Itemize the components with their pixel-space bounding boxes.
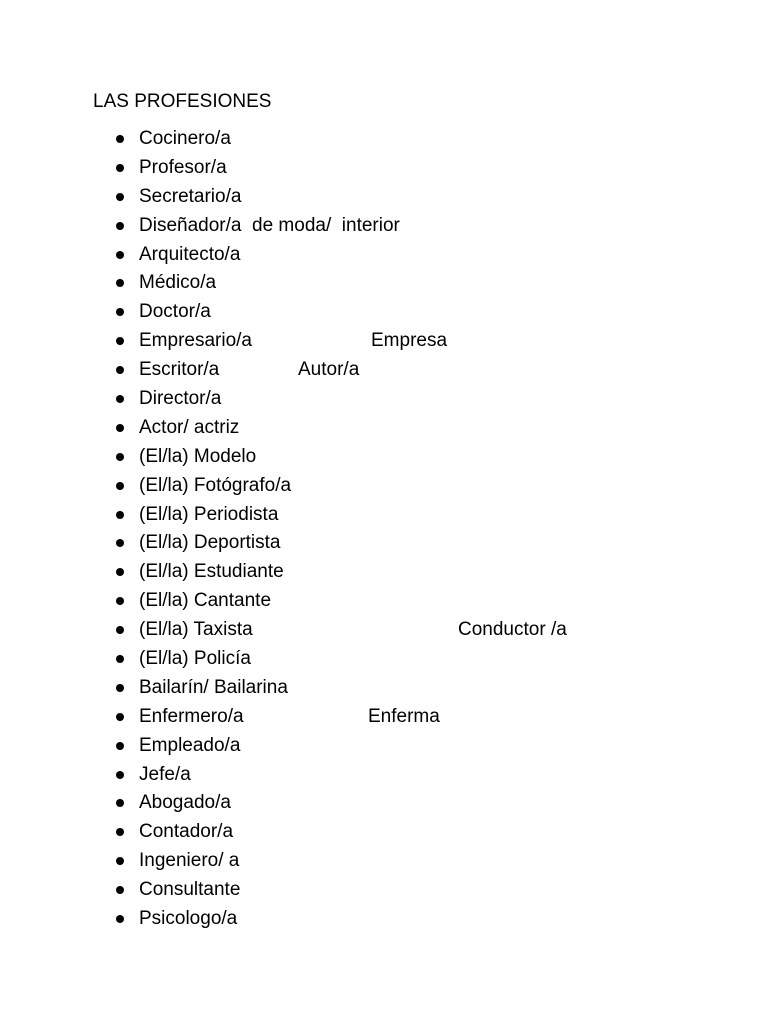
list-item: [0, 791, 768, 820]
item-label: Bailarín/ Bailarina: [139, 676, 288, 698]
item-label: Cocinero/a: [139, 128, 231, 149]
item-label: Ingeniero/ a: [139, 850, 240, 872]
item-label: (El/la) Deportista: [139, 532, 281, 554]
list-item: [0, 907, 768, 936]
item-label: Contador/a: [139, 821, 234, 843]
item-label: Empresario/a: [139, 330, 252, 352]
list-item: [0, 763, 768, 792]
list-item: [0, 474, 768, 503]
item-label: Diseñador/a de moda/ interior: [139, 214, 400, 236]
bullet-icon: [116, 251, 124, 259]
list-item: [0, 849, 768, 878]
list-item: [0, 445, 768, 474]
item-label: Médico/a: [139, 272, 217, 294]
bullet-icon: [116, 857, 124, 865]
item-extra-label: Autor/a: [298, 359, 360, 381]
bullet-icon: [116, 597, 124, 605]
item-extra-label: Conductor /a: [458, 619, 567, 641]
item-label: (El/la) Taxista: [139, 619, 253, 641]
item-label: Consultante: [139, 879, 241, 901]
list-item: [0, 705, 768, 734]
list-item: [0, 560, 768, 589]
bullet-icon: [116, 771, 124, 779]
bullet-icon: [116, 337, 124, 345]
item-label: Empleado/a: [139, 734, 241, 756]
bullet-icon: [116, 308, 124, 316]
list-item: [0, 156, 768, 185]
item-label: Jefe/a: [139, 763, 191, 785]
item-label: Enfermero/a: [139, 705, 244, 727]
item-extra-label: Enferma: [368, 705, 440, 727]
item-label: (El/la) Fotógrafo/a: [139, 474, 292, 496]
bullet-icon: [116, 655, 124, 663]
list-item: [0, 300, 768, 329]
list-item: [0, 387, 768, 416]
list-item: [0, 214, 768, 243]
bullet-icon: [116, 424, 124, 432]
item-label: Secretario/a: [139, 185, 242, 207]
item-label: Arquitecto/a: [139, 243, 241, 265]
list-item: [0, 416, 768, 445]
list-item: [0, 589, 768, 618]
item-label: Director/a: [139, 388, 222, 410]
item-label: Doctor/a: [139, 301, 211, 323]
item-extra-label: Empresa: [371, 330, 448, 352]
list-item: [0, 243, 768, 272]
bullet-icon: [116, 626, 124, 634]
bullet-icon: [116, 713, 124, 721]
bullet-icon: [116, 539, 124, 547]
item-label: Escritor/a: [139, 359, 220, 381]
bullet-icon: [116, 684, 124, 692]
list-item: [0, 329, 768, 358]
bullet-icon: [116, 915, 124, 923]
list-item: [0, 820, 768, 849]
bullet-icon: [116, 886, 124, 894]
bullet-icon: [116, 164, 124, 172]
list-item: [0, 734, 768, 763]
item-label: (El/la) Periodista: [139, 503, 279, 525]
item-label: (El/la) Cantante: [139, 590, 272, 612]
list-item: [0, 271, 768, 300]
list-item: [0, 531, 768, 560]
list-item: [0, 185, 768, 214]
bullet-icon: [116, 742, 124, 750]
list-item: [0, 503, 768, 532]
bullet-icon: [116, 135, 124, 143]
item-label: Profesor/a: [139, 156, 227, 178]
bullet-icon: [116, 222, 124, 230]
professions-list: [0, 127, 768, 936]
page-title: LAS PROFESIONES: [93, 91, 272, 112]
item-label: (El/la) Estudiante: [139, 561, 284, 583]
bullet-icon: [116, 366, 124, 374]
item-label: Actor/ actriz: [139, 416, 240, 438]
bullet-icon: [116, 482, 124, 490]
item-label: (El/la) Policía: [139, 648, 251, 670]
list-item: [0, 358, 768, 387]
item-label: (El/la) Modelo: [139, 445, 257, 467]
list-item: [0, 878, 768, 907]
bullet-icon: [116, 828, 124, 836]
item-label: Abogado/a: [139, 792, 231, 814]
bullet-icon: [116, 799, 124, 807]
bullet-icon: [116, 395, 124, 403]
bullet-icon: [116, 511, 124, 519]
bullet-icon: [116, 279, 124, 287]
bullet-icon: [116, 193, 124, 201]
list-item: [0, 618, 768, 647]
bullet-icon: [116, 568, 124, 576]
list-item: [0, 676, 768, 705]
list-item: [0, 127, 768, 156]
bullet-icon: [116, 453, 124, 461]
item-label: Psicologo/a: [139, 908, 238, 930]
list-item: [0, 647, 768, 676]
